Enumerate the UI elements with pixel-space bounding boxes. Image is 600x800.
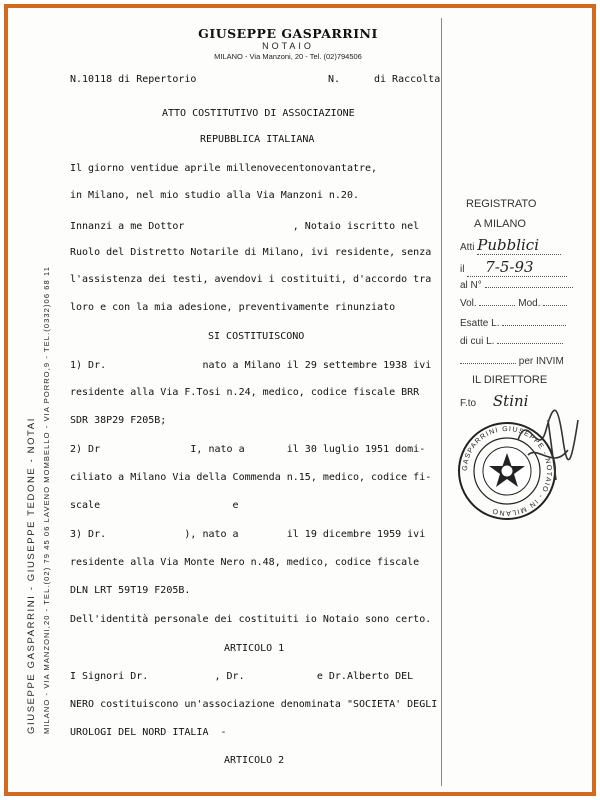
notary-address: MILANO - Via Manzoni, 20 - Tel. (02)794506: [214, 52, 362, 61]
per-invim-label: per INVIM: [518, 356, 564, 367]
esatte-blank: [502, 325, 566, 326]
deed-line: residente alla Via Monte Nero n.48, medico, codice fiscale: [70, 557, 420, 568]
margin-line: [441, 18, 442, 786]
di-cui-blank: [497, 343, 563, 344]
date-handwritten: 7-5-93: [467, 258, 567, 277]
director-signature: Stini: [492, 392, 529, 410]
repertorio-number: N.10118 di Repertorio: [70, 74, 197, 85]
a-milano-label: A MILANO: [474, 218, 526, 230]
notary-role: NOTAIO: [262, 41, 314, 51]
registrato-label: REGISTRATO: [466, 198, 537, 210]
deed-line: 2) Dr I, nato a il 30 luglio 1951 domi-: [70, 444, 426, 455]
republic-heading: REPUBBLICA ITALIANA: [200, 134, 315, 145]
direttore-label: IL DIRETTORE: [472, 374, 548, 386]
deed-line: Innanzi a me Dottor , Notaio iscritto nel: [70, 221, 420, 232]
article-heading: ARTICOLO 2: [224, 755, 285, 766]
atti-label: Atti: [460, 242, 475, 253]
mod-blank: [543, 305, 567, 306]
atti-handwritten: Pubblici: [477, 236, 561, 255]
esatte-label: Esatte L.: [460, 318, 500, 329]
deed-line: SDR 38P29 F205B;: [70, 415, 167, 426]
deed-title: ATTO COSTITUTIVO DI ASSOCIAZIONE: [162, 108, 355, 119]
document-page: [8, 8, 592, 792]
seal-ring-text: GASPARRINI GIUSEPPE - NOTAIO - IN MILANO: [461, 425, 553, 517]
deed-line: I Signori Dr. , Dr. e Dr.Alberto DEL: [70, 671, 414, 682]
deed-line: in Milano, nel mio studio alla Via Manzoni n.20.: [70, 190, 359, 201]
deed-line: Ruolo del Distretto Notarile di Milano, ivi residente, senza: [70, 247, 432, 258]
side-notaries: GIUSEPPE GASPARRINI - GIUSEPPE TEDONE - NOTAI: [26, 417, 37, 734]
di-cui-label: di cui L.: [460, 336, 495, 347]
vol-label: Vol.: [460, 298, 477, 309]
deed-line: Il giorno ventidue aprile millenovecentonovantatre,: [70, 163, 378, 174]
article-heading: ARTICOLO 1: [224, 643, 285, 654]
deed-line: residente alla Via F.Tosi n.24, medico, codice fiscale BRR: [70, 387, 420, 398]
fto-label: F.to: [460, 398, 477, 409]
raccolta-label: di Raccolta: [374, 74, 441, 85]
signature-scribble: [508, 400, 588, 500]
al-n-label: al N°: [460, 280, 482, 291]
deed-line: 3) Dr. ), nato a il 19 dicembre 1959 ivi: [70, 529, 426, 540]
vol-blank: [479, 305, 515, 306]
letterhead: [188, 26, 388, 61]
deed-line: l'assistenza dei testi, avendovi i costituiti, d'accordo tra: [70, 274, 432, 285]
page-frame: [4, 4, 596, 796]
section-heading: SI COSTITUISCONO: [208, 331, 305, 342]
raccolta-number: N.: [328, 74, 341, 85]
deed-line: DLN LRT 59T19 F205B.: [70, 585, 191, 596]
al-n-blank: [485, 287, 573, 288]
deed-line: scale e: [70, 500, 239, 511]
notary-name: GIUSEPPE GASPARRINI: [198, 26, 378, 41]
il-label: il: [460, 264, 465, 275]
deed-line: ciliato a Milano Via della Commenda n.15, medico, codice fi-: [70, 472, 432, 483]
deed-line: NERO costituiscono un'associazione denominata "SOCIETA' DEGLI: [70, 699, 438, 710]
deed-line: Dell'identità personale dei costituiti io Notaio sono certo.: [70, 614, 432, 625]
deed-line: 1) Dr. nato a Milano il 29 settembre 1938 ivi: [70, 360, 432, 371]
deed-line: loro e con la mia adesione, preventivamente rinunziato: [70, 302, 396, 313]
deed-line: UROLOGI DEL NORD ITALIA -: [70, 727, 227, 738]
invim-blank: [460, 363, 516, 364]
side-addresses: MILANO - VIA MANZONI,20 - TEL.(02) 79 45 06 LAVENO MOMBELLO - VIA PORRO,9 - TEL.(0332)06 68 11: [42, 266, 51, 734]
mod-label: Mod.: [518, 298, 541, 309]
